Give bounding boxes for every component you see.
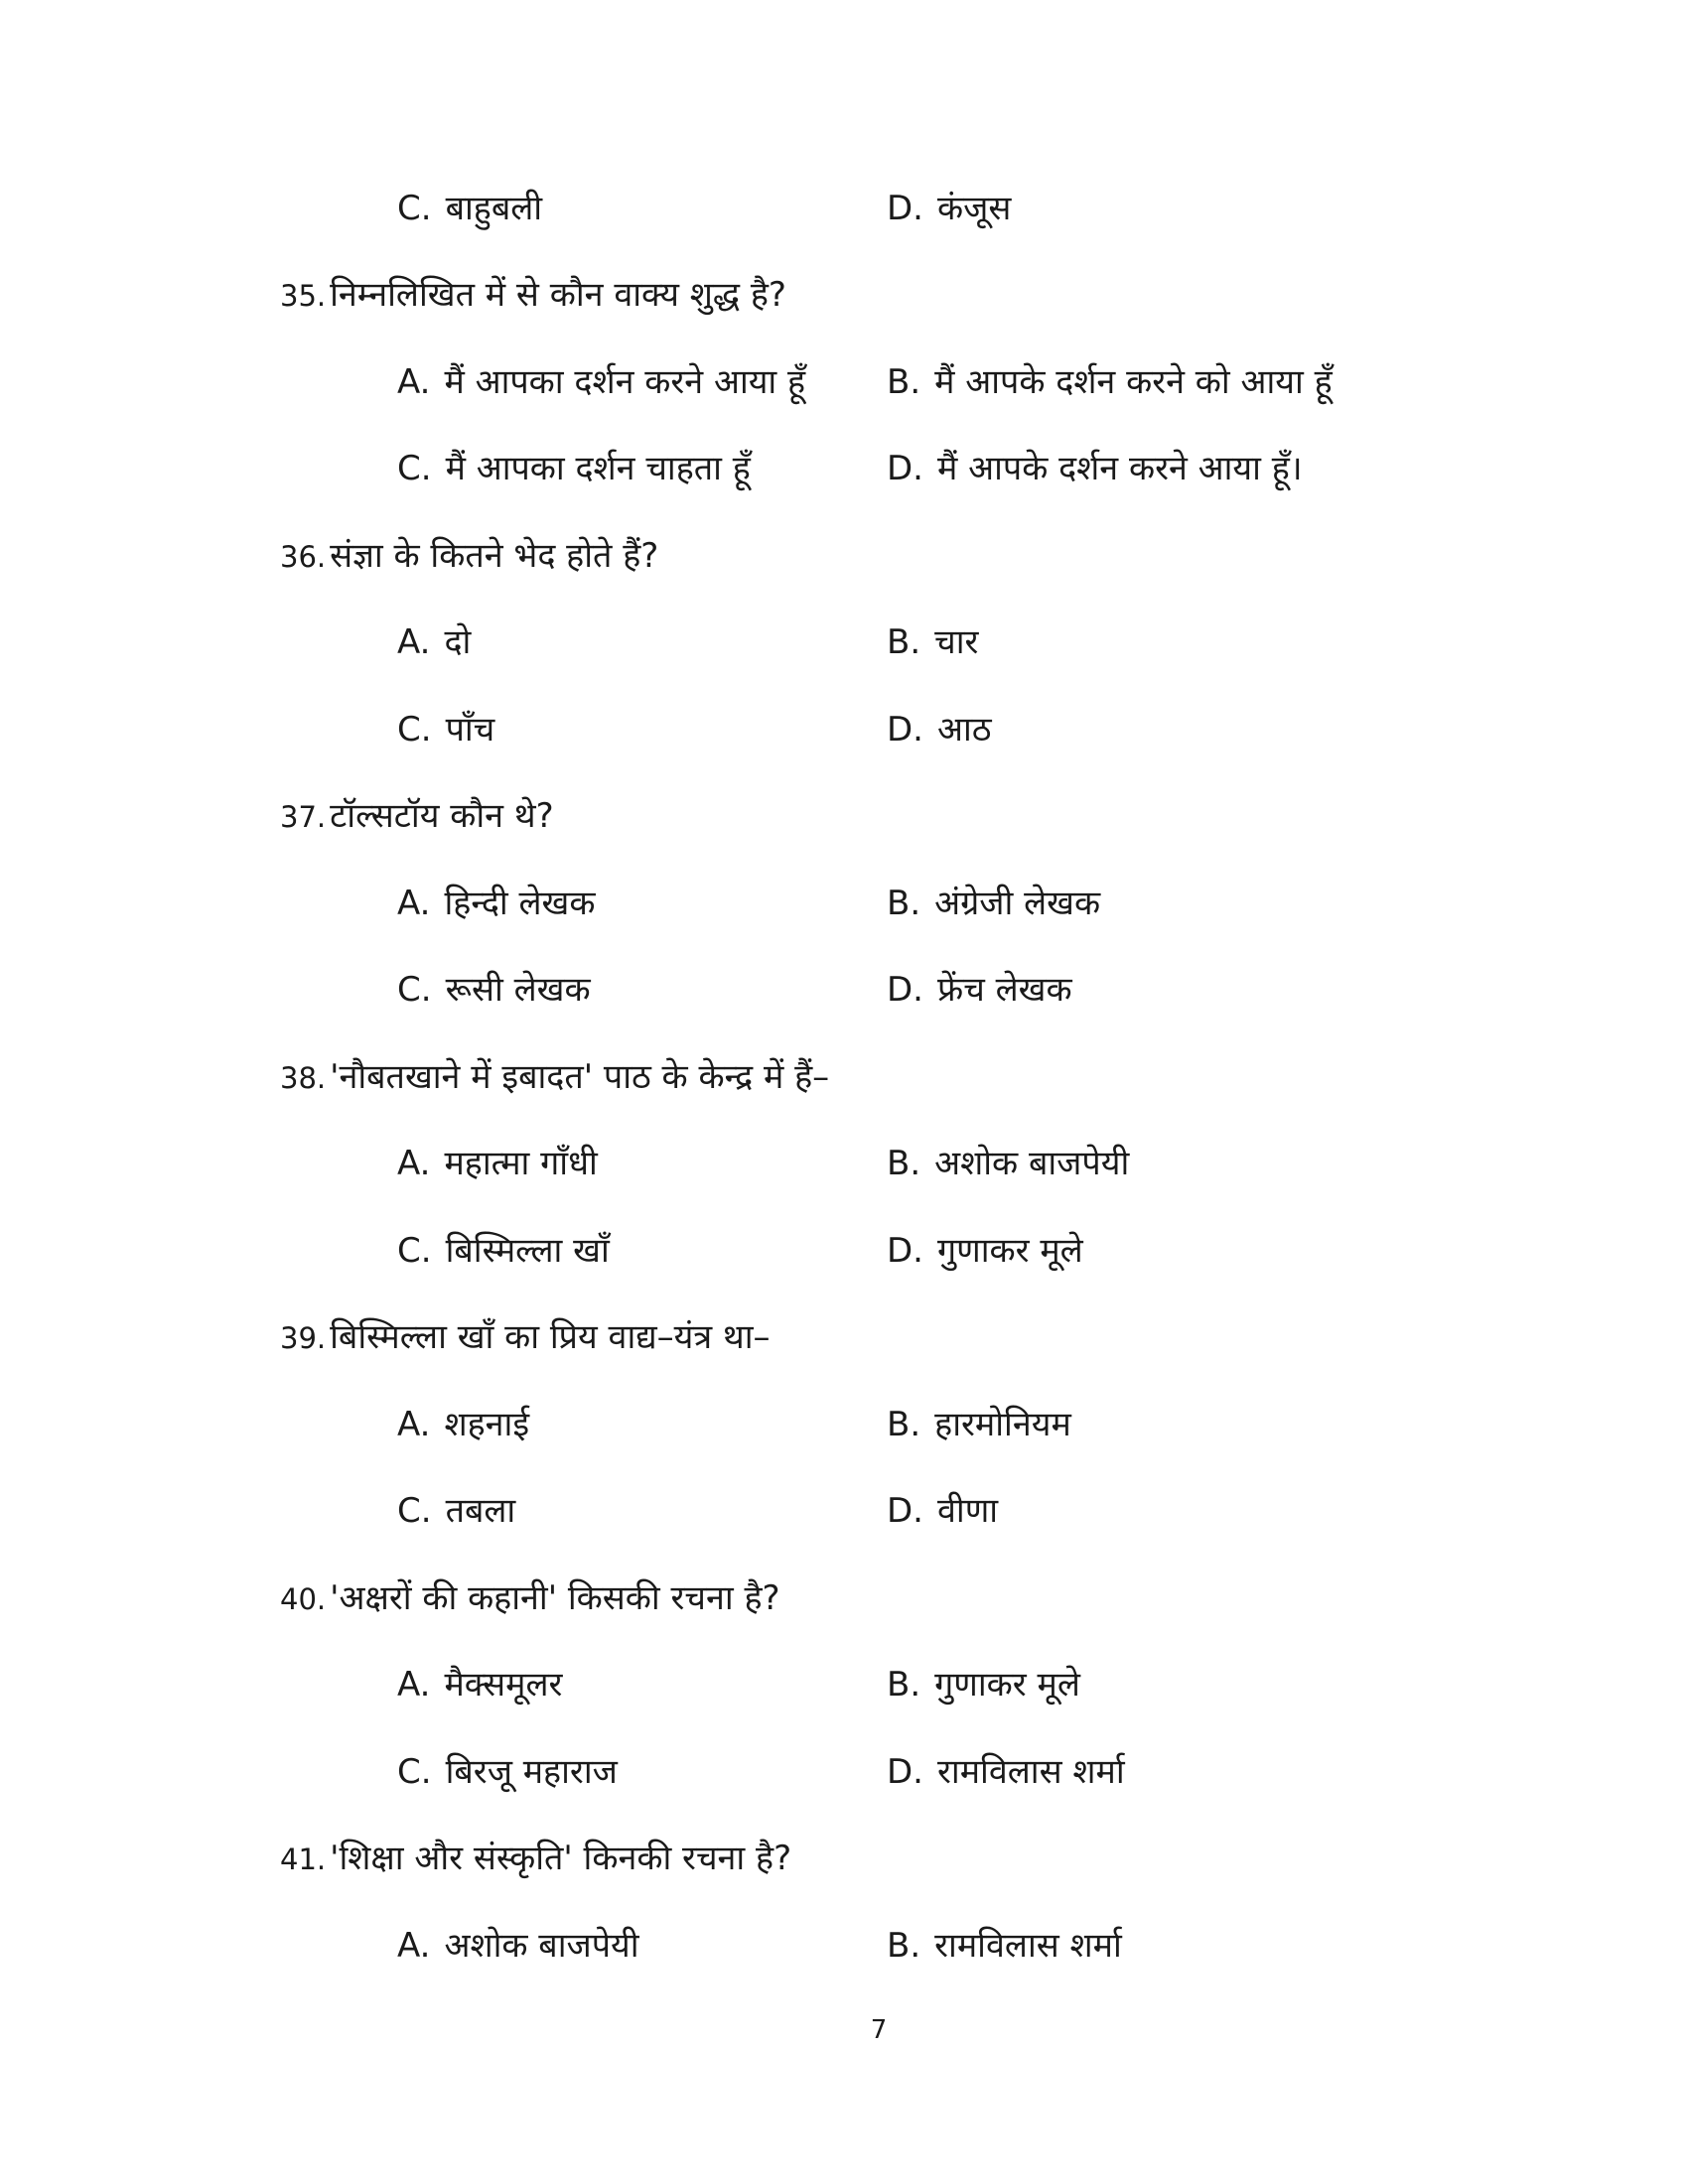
option-d [887,700,992,759]
option-letter: B. [887,884,921,923]
option-text: मैं आपके दर्शन करने को आया हूँ [934,362,1333,402]
option-c [397,179,542,238]
option-b [887,613,978,672]
option-text: तबला [445,1491,516,1531]
option-text: चार [934,622,979,662]
option-c [397,439,751,498]
option-letter: C. [397,1491,432,1531]
option-text: शहनाई [444,1405,530,1444]
question-41 [280,1829,791,1888]
option-d [887,179,1011,238]
option-letter: B. [887,1665,921,1705]
option-letter: B. [887,1405,921,1444]
question-36 [280,526,658,586]
question-text: टॉल्सटॉय कौन थे? [330,796,554,836]
option-text: अशोक बाजपेयी [934,1144,1130,1183]
option-c [397,700,494,759]
option-text: गुणाकर मूले [937,1231,1083,1271]
option-text: रामविलास शर्मा [937,1752,1125,1792]
option-letter: A. [397,1665,431,1705]
question-40 [280,1569,780,1628]
option-letter: C. [397,710,432,750]
option-letter: A. [397,1405,431,1444]
option-b [887,1395,1071,1454]
option-a [397,613,471,672]
option-letter: D. [887,1231,923,1271]
option-d [887,960,1072,1020]
question-number: 36. [280,540,327,574]
option-b [887,1916,1122,1976]
option-text: बिरजू महाराज [445,1752,618,1792]
option-a [397,1655,562,1714]
question-number: 41. [280,1843,327,1876]
option-text: दो [444,622,472,662]
option-letter: D. [887,710,923,750]
option-a [397,1134,598,1193]
option-b [887,1655,1080,1714]
question-text: 'शिक्षा और संस्कृति' किनकी रचना है? [330,1839,792,1878]
question-text: 'नौबतखाने में इबादत' पाठ के केन्द्र में हैं– [330,1057,830,1097]
option-text: वीणा [937,1491,999,1531]
option-a [397,352,805,412]
option-text: मैक्समूलर [444,1665,563,1705]
option-d [887,1221,1083,1281]
option-letter: C. [397,1231,432,1271]
option-b [887,874,1100,933]
option-text: कंजूस [937,189,1012,228]
question-text: 'अक्षरों की कहानी' किसकी रचना है? [330,1578,780,1618]
option-c [397,1221,610,1281]
option-text: रूसी लेखक [445,970,591,1010]
option-c [397,1481,515,1541]
option-letter: A. [397,1926,431,1966]
option-letter: B. [887,622,921,662]
option-text: आठ [937,710,992,750]
option-text: अशोक बाजपेयी [444,1926,639,1966]
question-35 [280,265,786,325]
option-text: रामविलास शर्मा [934,1926,1122,1966]
option-letter: B. [887,1926,921,1966]
option-d [887,439,1303,498]
option-text: मैं आपका दर्शन चाहता हूँ [445,449,751,488]
option-text: मैं आपके दर्शन करने आया हूँ। [937,449,1303,488]
option-a [397,1395,529,1454]
question-number: 40. [280,1582,327,1616]
option-letter: D. [887,189,923,228]
option-letter: C. [397,189,432,228]
option-d [887,1742,1125,1802]
option-text: बाहुबली [445,189,543,228]
question-number: 39. [280,1321,327,1355]
question-37 [280,786,554,846]
option-letter: A. [397,884,431,923]
option-c [397,960,591,1020]
option-letter: A. [397,1144,431,1183]
page-number: 7 [870,2015,888,2045]
option-letter: A. [397,362,431,402]
option-text: महात्मा गाँधी [444,1144,598,1183]
option-text: मैं आपका दर्शन करने आया हूँ [444,362,806,402]
option-letter: C. [397,1752,432,1792]
option-text: हारमोनियम [934,1405,1071,1444]
option-letter: A. [397,622,431,662]
option-d [887,1481,998,1541]
question-text: संज्ञा के कितने भेद होते हैं? [330,536,659,576]
question-38 [280,1047,829,1107]
question-number: 37. [280,800,327,834]
option-a [397,1916,639,1976]
option-letter: D. [887,1752,923,1792]
option-text: बिस्मिल्ला खाँ [445,1231,610,1271]
option-text: हिन्दी लेखक [444,884,596,923]
option-a [397,874,595,933]
option-c [397,1742,618,1802]
option-b [887,1134,1129,1193]
option-text: पाँच [445,710,495,750]
option-letter: D. [887,1491,923,1531]
question-number: 38. [280,1061,327,1095]
option-letter: B. [887,362,921,402]
option-letter: D. [887,970,923,1010]
option-b [887,352,1333,412]
option-text: फ्रेंच लेखक [937,970,1072,1010]
question-text: निम्नलिखित में से कौन वाक्य शुद्ध है? [330,275,786,315]
question-text: बिस्मिल्ला खाँ का प्रिय वाद्य–यंत्र था– [330,1317,771,1357]
option-letter: C. [397,449,432,488]
option-letter: C. [397,970,432,1010]
question-number: 35. [280,279,327,313]
option-text: अंग्रेजी लेखक [934,884,1101,923]
question-39 [280,1307,771,1367]
option-letter: D. [887,449,923,488]
option-text: गुणाकर मूले [934,1665,1080,1705]
option-letter: B. [887,1144,921,1183]
